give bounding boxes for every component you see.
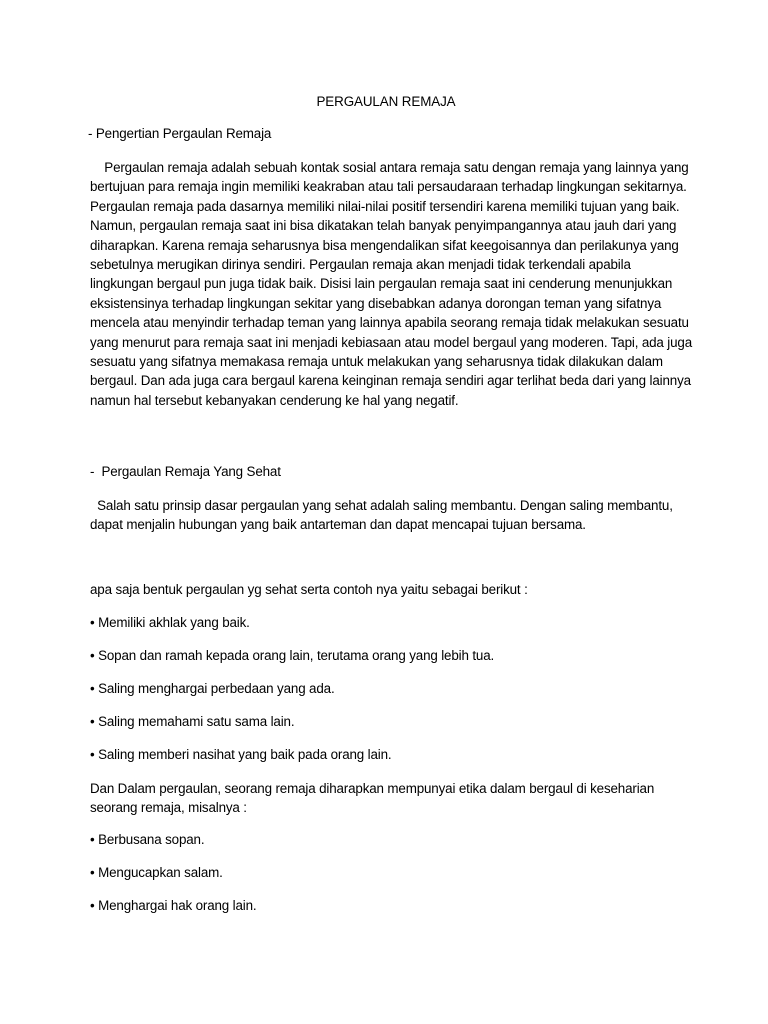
paragraph-line: Salah satu prinsip dasar pergaulan yang sehat adalah saling membantu. Dengan saling membantu, bbox=[90, 498, 673, 513]
paragraph-line: bergaul. Dan ada juga cara bergaul karena keinginan remaja sendiri agar terlihat beda dari yang lainnya bbox=[90, 373, 691, 389]
paragraph-line: lingkungan bergaul pun juga tidak baik. Disisi lain pergaulan remaja saat ini cenderung menunjukkan bbox=[90, 276, 673, 292]
paragraph-line: sesuatu yang sifatnya memakasa remaja untuk melakukan yang seharusnya tidak dilakukan dalam bbox=[90, 354, 663, 370]
paragraph-pengertian bbox=[90, 158, 693, 410]
paragraph-line: Pergaulan remaja adalah sebuah kontak sosial antara remaja satu dengan remaja yang lainnya yang bbox=[90, 160, 689, 175]
paragraph-sehat bbox=[90, 496, 690, 535]
list-item: • Menghargai hak orang lain. bbox=[90, 898, 257, 913]
list-item: • Mengucapkan salam. bbox=[90, 865, 223, 880]
paragraph-line: seorang remaja, misalnya : bbox=[90, 800, 247, 816]
section-heading-sehat: - Pergaulan Remaja Yang Sehat bbox=[90, 464, 281, 479]
paragraph-line: Pergaulan remaja pada dasarnya memiliki nilai-nilai positif tersendiri karena memiliki tujuan yang baik. bbox=[90, 198, 680, 214]
paragraph-line: Dan Dalam pergaulan, seorang remaja diharapkan mempunyai etika dalam bergaul di keseharian bbox=[90, 781, 655, 796]
paragraph-line: Namun, pergaulan remaja saat ini bisa dikatakan telah banyak penyimpangannya atau jauh dari yang bbox=[90, 218, 677, 234]
list-intro: apa saja bentuk pergaulan yg sehat serta contoh nya yaitu sebagai berikut : bbox=[90, 582, 528, 597]
list-item: • Saling memberi nasihat yang baik pada orang lain. bbox=[90, 747, 392, 762]
paragraph-line: mencela atau menyindir terhadap teman yang lainnya apabila seorang remaja tidak melakukan sesuatu bbox=[90, 315, 689, 331]
paragraph-line: yang menurut para remaja saat ini menjadi kebiasaan atau model bergaul yang moderen. Tapi, ada juga bbox=[90, 334, 693, 350]
section-heading-pengertian: - Pengertian Pergaulan Remaja bbox=[88, 126, 272, 141]
paragraph-line: diharapkan. Karena remaja seharusnya bisa mengendalikan sifat keegoisannya dan perilakunya yang bbox=[90, 237, 679, 253]
paragraph-line: bertujuan para remaja ingin memiliki keakraban atau tali persaudaraan terhadap lingkungan sekitarnya. bbox=[90, 179, 687, 195]
paragraph-line: eksistensinya terhadap lingkungan sekitar yang disebabkan adanya dorongan teman yang sifatnya bbox=[90, 295, 662, 311]
list-item: • Berbusana sopan. bbox=[90, 832, 205, 847]
paragraph-line: sebetulnya merugikan dirinya sendiri. Pergaulan remaja akan menjadi tidak terkendali apabila bbox=[90, 257, 631, 273]
list-item: • Sopan dan ramah kepada orang lain, terutama orang yang lebih tua. bbox=[90, 648, 495, 663]
paragraph-line: namun hal tersebut kebanyakan cenderung ke hal yang negatif. bbox=[90, 392, 459, 408]
document-title: PERGAULAN REMAJA bbox=[316, 94, 456, 109]
list-item: • Saling memahami satu sama lain. bbox=[90, 714, 295, 729]
list-item: • Saling menghargai perbedaan yang ada. bbox=[90, 681, 335, 696]
paragraph-line: dapat menjalin hubungan yang baik antarteman dan dapat mencapai tujuan bersama. bbox=[90, 517, 586, 533]
list-item: • Memiliki akhlak yang baik. bbox=[90, 615, 250, 630]
ethics-intro bbox=[90, 779, 690, 818]
